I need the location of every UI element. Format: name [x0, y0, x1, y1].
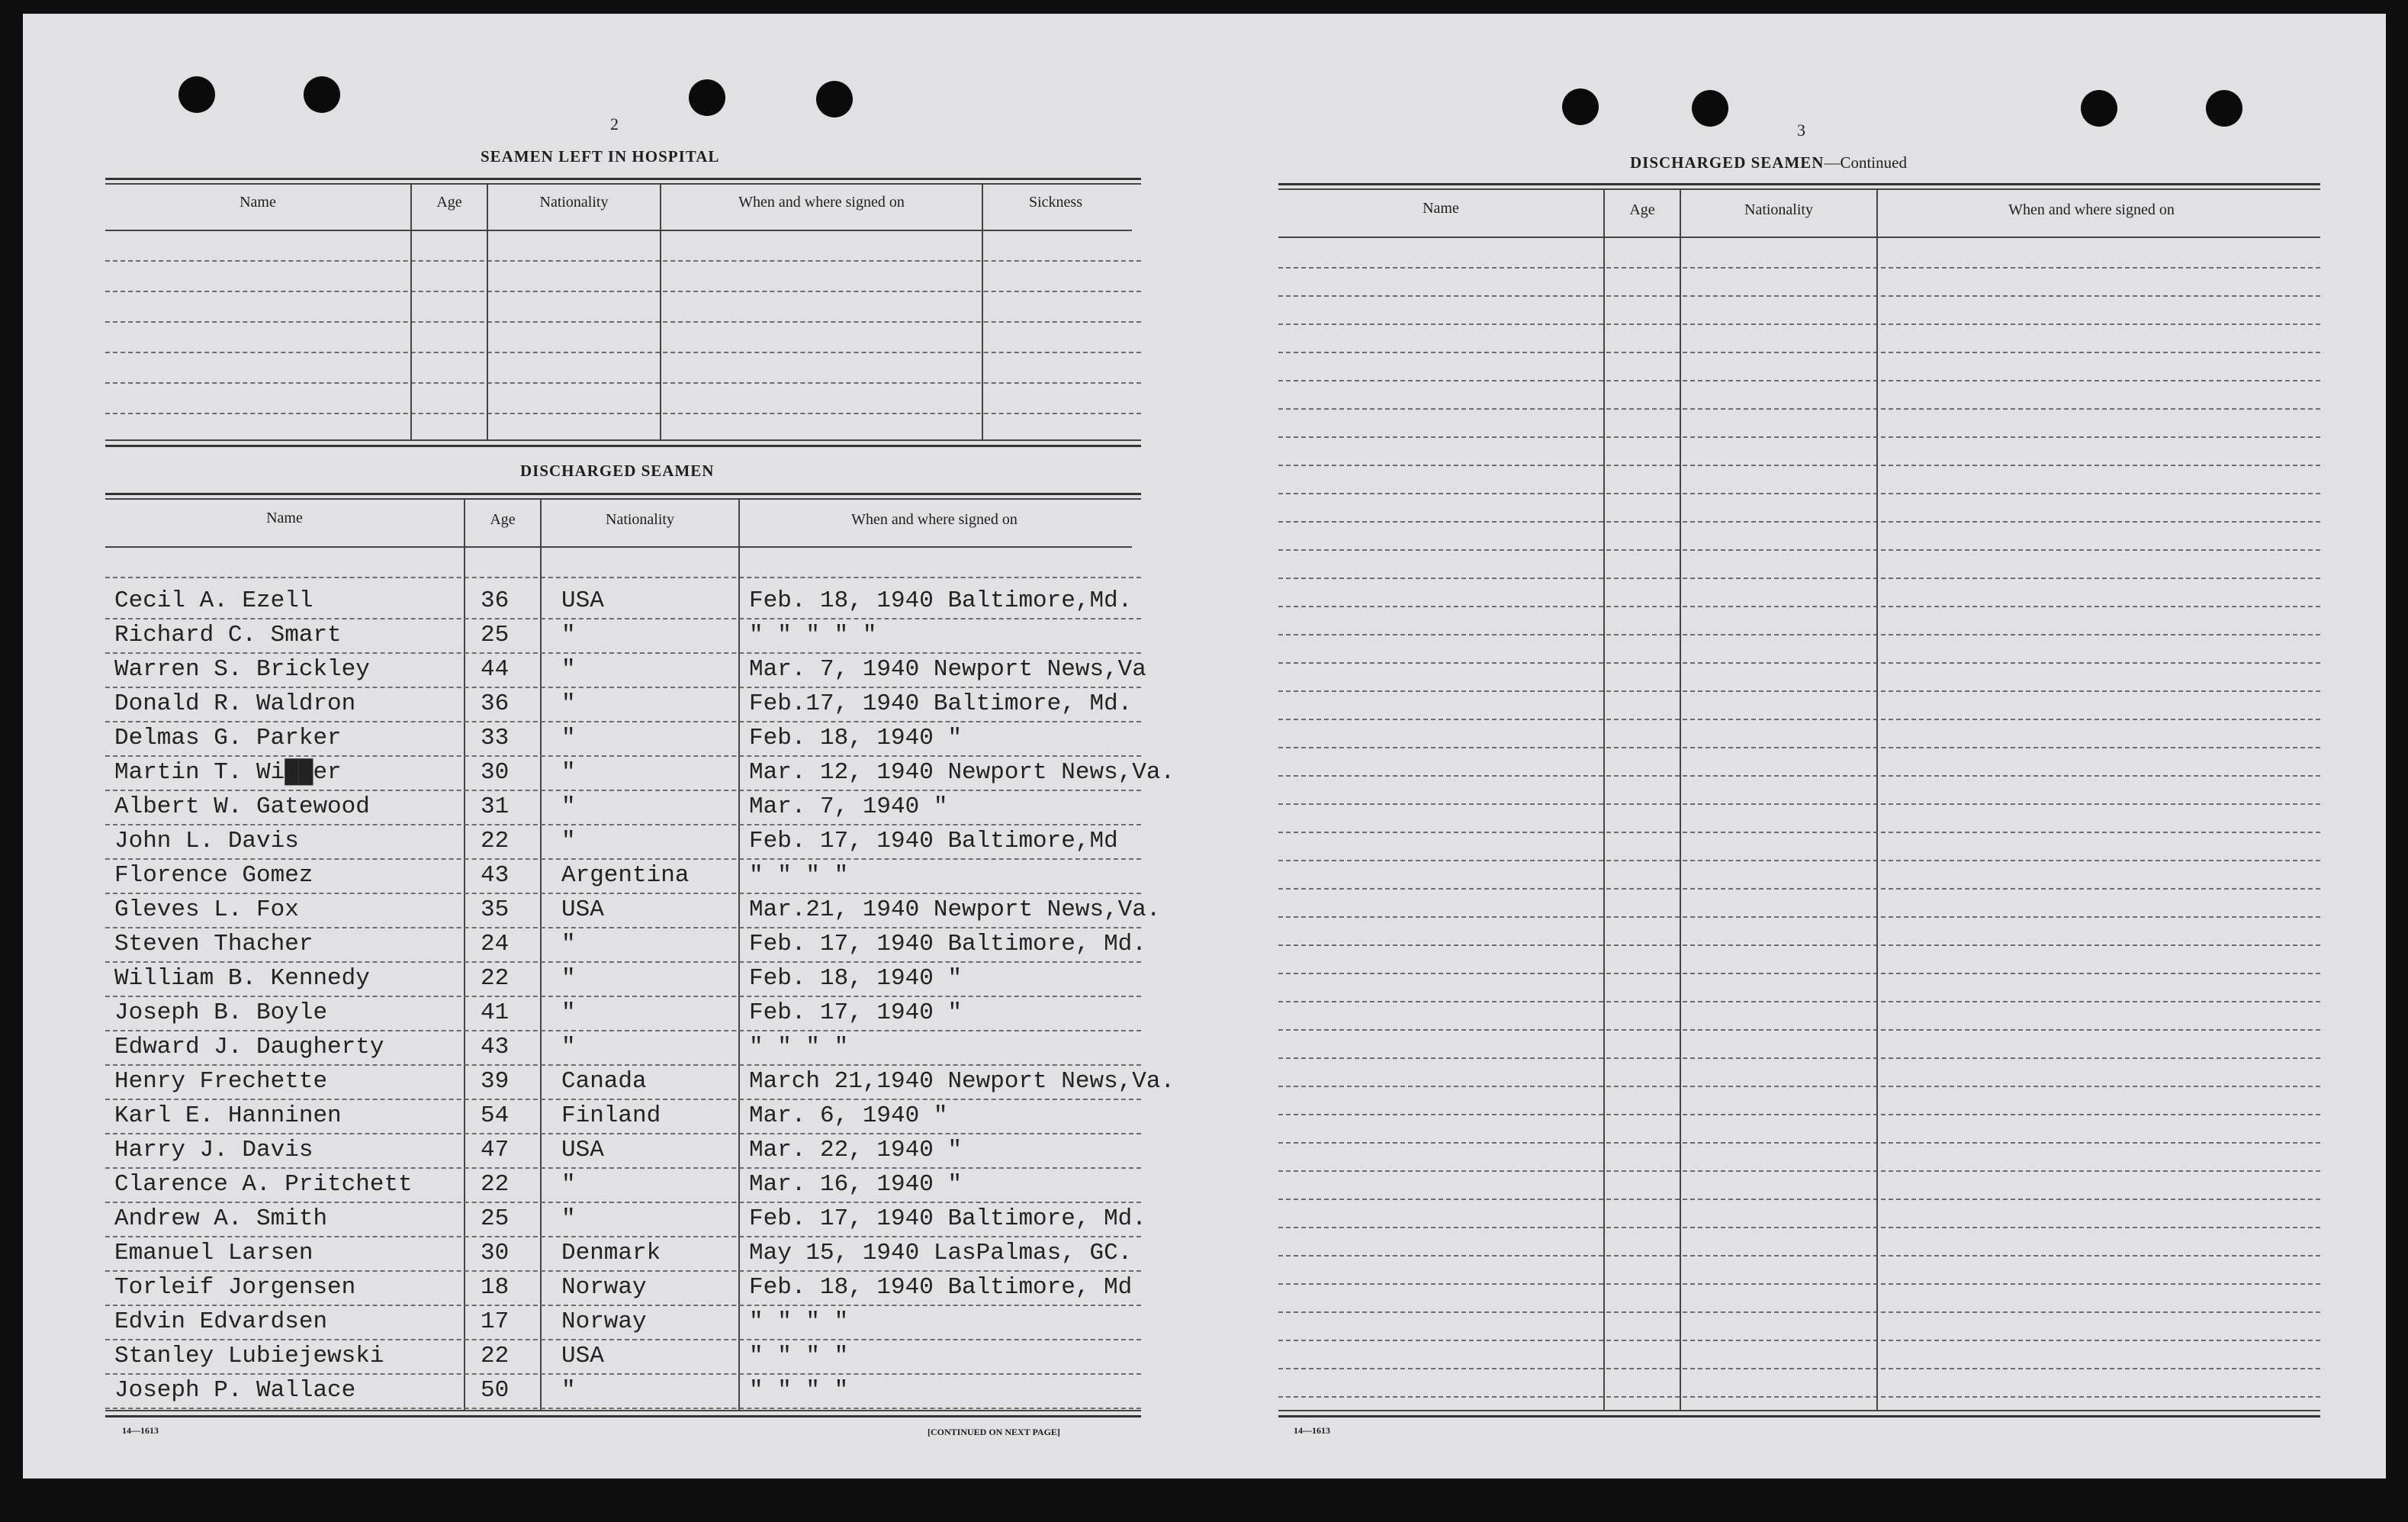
hospital-col-nationality: Nationality [539, 194, 609, 211]
cell-nationality: " [561, 793, 576, 820]
hospital-col-name: Name [240, 194, 276, 211]
cell-signed-on: " " " " [749, 1343, 849, 1369]
cell-age: 47 [481, 1137, 510, 1163]
cell-signed-on: Mar. 16, 1940 " [749, 1171, 963, 1198]
cell-name: Delmas G. Parker [114, 725, 342, 751]
cell-name: Karl E. Hanninen [114, 1102, 342, 1129]
row-rule [105, 1270, 1141, 1272]
cell-signed-on: " " " " [749, 862, 849, 889]
discharged-table-top-rule [105, 493, 1141, 495]
cell-signed-on: Feb. 17, 1940 Baltimore, Md. [749, 931, 1146, 957]
continued-note: [CONTINUED ON NEXT PAGE] [928, 1427, 1060, 1437]
cell-name: John L. Davis [114, 828, 299, 854]
cell-signed-on: Feb. 18, 1940 " [749, 725, 963, 751]
cell-age: 43 [481, 862, 510, 889]
punch-hole [304, 76, 340, 113]
cell-age: 17 [481, 1308, 510, 1335]
punch-hole [1692, 90, 1728, 127]
cell-name: Harry J. Davis [114, 1137, 313, 1163]
row-rule [105, 1373, 1141, 1375]
row-rule [1278, 1114, 2320, 1115]
cell-nationality: Norway [561, 1274, 647, 1301]
row-rule [1278, 1255, 2320, 1257]
form-number-left: 14—1613 [122, 1425, 159, 1436]
cell-signed-on: " " " " [749, 1034, 849, 1060]
cell-age: 50 [481, 1377, 510, 1404]
row-rule [1278, 1396, 2320, 1398]
row-rule [1278, 606, 2320, 607]
row-rule [105, 927, 1141, 928]
hospital-col-age: Age [436, 194, 462, 211]
row-rule [1278, 521, 2320, 523]
cell-age: 22 [481, 965, 510, 992]
cell-signed-on: Mar. 22, 1940 " [749, 1137, 963, 1163]
cell-signed-on: Feb. 18, 1940 Baltimore, Md [749, 1274, 1133, 1301]
row-rule [1278, 1086, 2320, 1087]
cell-signed-on: May 15, 1940 LasPalmas, GC. [749, 1240, 1133, 1266]
cell-nationality: USA [561, 896, 604, 923]
punch-hole [816, 81, 853, 117]
punch-hole [2081, 90, 2117, 127]
cell-age: 22 [481, 1343, 510, 1369]
row-rule [105, 996, 1141, 997]
cell-name: Emanuel Larsen [114, 1240, 313, 1266]
cell-age: 35 [481, 896, 510, 923]
cell-age: 25 [481, 1205, 510, 1232]
discharged-col-age: Age [490, 511, 516, 528]
cell-signed-on: " " " " [749, 1308, 849, 1335]
cell-signed-on: Feb. 17, 1940 Baltimore, Md. [749, 1205, 1146, 1232]
cell-nationality: Canada [561, 1068, 647, 1095]
row-rule [105, 1339, 1141, 1340]
row-rule [105, 1236, 1141, 1237]
cell-name: Edward J. Daugherty [114, 1034, 384, 1060]
cell-name: Richard C. Smart [114, 622, 342, 648]
cell-nationality: " [561, 999, 576, 1026]
cell-nationality: Norway [561, 1308, 647, 1335]
cell-name: Florence Gomez [114, 862, 313, 889]
cell-age: 44 [481, 656, 510, 683]
discharged-section-title: DISCHARGED SEAMEN [520, 462, 715, 480]
cell-name: Martin T. Wi██er [114, 759, 342, 786]
punch-hole [1562, 88, 1599, 125]
cell-signed-on: Mar. 12, 1940 Newport News,Va. [749, 759, 1175, 786]
page-number-right: 3 [1797, 121, 1805, 140]
cell-nationality: " [561, 1377, 576, 1404]
cell-age: 33 [481, 725, 510, 751]
row-rule [1278, 1029, 2320, 1031]
cell-age: 36 [481, 690, 510, 717]
discharged-col-nationality: Nationality [606, 511, 674, 528]
page-number-left: 2 [610, 114, 619, 134]
row-rule [1278, 634, 2320, 636]
cell-nationality: USA [561, 1343, 604, 1369]
cell-age: 54 [481, 1102, 510, 1129]
cell-nationality: " [561, 965, 576, 992]
cell-nationality: " [561, 725, 576, 751]
row-rule [105, 824, 1141, 825]
right-col-name: Name [1423, 200, 1459, 217]
row-rule [105, 858, 1141, 860]
cell-age: 25 [481, 622, 510, 648]
discharged-col-signed-on: When and where signed on [851, 511, 1018, 528]
row-rule [1278, 832, 2320, 833]
row-rule [105, 755, 1141, 757]
cell-age: 30 [481, 759, 510, 786]
cell-signed-on: Feb. 18, 1940 " [749, 965, 963, 992]
row-rule [1278, 380, 2320, 381]
punch-hole [2206, 90, 2242, 127]
cell-nationality: " [561, 690, 576, 717]
row-rule [105, 790, 1141, 791]
row-rule [1278, 1170, 2320, 1172]
cell-age: 43 [481, 1034, 510, 1060]
cell-name: Gleves L. Fox [114, 896, 299, 923]
cell-signed-on: Feb. 17, 1940 Baltimore,Md [749, 828, 1118, 854]
cell-name: Henry Frechette [114, 1068, 328, 1095]
cell-nationality: " [561, 759, 576, 786]
row-rule [105, 1064, 1141, 1066]
row-rule [1278, 465, 2320, 466]
row-rule [105, 1167, 1141, 1169]
cell-nationality: " [561, 622, 576, 648]
row-rule [1278, 719, 2320, 720]
hospital-section-title: SEAMEN LEFT IN HOSPITAL [481, 147, 720, 166]
row-rule [105, 1202, 1141, 1203]
cell-signed-on: Feb. 17, 1940 " [749, 999, 963, 1026]
row-rule [1278, 408, 2320, 410]
cell-age: 36 [481, 587, 510, 614]
row-rule [1278, 436, 2320, 438]
cell-signed-on: Mar.21, 1940 Newport News,Va. [749, 896, 1161, 923]
row-rule [1278, 1340, 2320, 1341]
row-rule [1278, 973, 2320, 974]
row-rule [1278, 1057, 2320, 1059]
row-rule [1278, 690, 2320, 692]
cell-signed-on: " " " " [749, 1377, 849, 1404]
row-rule [1278, 1001, 2320, 1002]
row-rule [1278, 747, 2320, 748]
cell-name: Joseph P. Wallace [114, 1377, 356, 1404]
cell-signed-on: Feb.17, 1940 Baltimore, Md. [749, 690, 1133, 717]
cell-name: Donald R. Waldron [114, 690, 356, 717]
cell-signed-on: Mar. 7, 1940 " [749, 793, 948, 820]
cell-name: Joseph B. Boyle [114, 999, 328, 1026]
hospital-col-signed-on: When and where signed on [738, 194, 905, 211]
row-rule [1278, 1142, 2320, 1144]
cell-nationality: " [561, 656, 576, 683]
cell-name: Steven Thacher [114, 931, 313, 957]
cell-nationality: Finland [561, 1102, 661, 1129]
cell-age: 18 [481, 1274, 510, 1301]
row-rule [1278, 662, 2320, 664]
right-table-top-rule [1278, 183, 2320, 185]
cell-signed-on: " " " " " [749, 622, 877, 648]
punch-hole [178, 76, 215, 113]
row-rule [1278, 493, 2320, 494]
cell-age: 24 [481, 931, 510, 957]
row-rule [1278, 267, 2320, 269]
cell-age: 39 [481, 1068, 510, 1095]
cell-age: 41 [481, 999, 510, 1026]
row-rule [105, 1030, 1141, 1031]
row-rule [105, 721, 1141, 722]
cell-name: Clarence A. Pritchett [114, 1171, 413, 1198]
row-rule [1278, 1311, 2320, 1313]
row-rule [105, 1305, 1141, 1306]
row-rule [1278, 352, 2320, 353]
cell-signed-on: Mar. 7, 1940 Newport News,Va [749, 656, 1146, 683]
row-rule [1278, 775, 2320, 777]
cell-signed-on: Feb. 18, 1940 Baltimore,Md. [749, 587, 1133, 614]
cell-nationality: " [561, 1205, 576, 1232]
right-col-signed-on: When and where signed on [2008, 201, 2175, 218]
row-rule [1278, 803, 2320, 805]
row-rule [105, 893, 1141, 894]
form-number-right: 14—1613 [1294, 1425, 1330, 1436]
cell-age: 31 [481, 793, 510, 820]
right-section-title: DISCHARGED SEAMEN—Continued [1630, 153, 1907, 172]
cell-name: William B. Kennedy [114, 965, 370, 992]
row-rule [105, 1408, 1141, 1409]
hospital-col-sickness: Sickness [1029, 194, 1082, 211]
cell-nationality: " [561, 1171, 576, 1198]
row-rule [105, 687, 1141, 688]
row-rule [105, 961, 1141, 963]
row-rule [105, 1099, 1141, 1100]
row-rule [105, 1133, 1141, 1134]
cell-age: 22 [481, 1171, 510, 1198]
row-rule [1278, 916, 2320, 918]
row-rule [1278, 578, 2320, 579]
cell-signed-on: Mar. 6, 1940 " [749, 1102, 948, 1129]
cell-name: Cecil A. Ezell [114, 587, 313, 614]
cell-signed-on: March 21,1940 Newport News,Va. [749, 1068, 1175, 1095]
cell-nationality: " [561, 931, 576, 957]
row-rule [1278, 860, 2320, 861]
cell-name: Albert W. Gatewood [114, 793, 370, 820]
row-rule [1278, 944, 2320, 946]
cell-name: Andrew A. Smith [114, 1205, 328, 1232]
cell-nationality: " [561, 1034, 576, 1060]
row-rule [105, 652, 1141, 654]
row-rule [1278, 888, 2320, 890]
row-rule [105, 618, 1141, 619]
cell-nationality: Argentina [561, 862, 690, 889]
row-rule [1278, 295, 2320, 297]
punch-hole [689, 79, 725, 116]
cell-nationality: " [561, 828, 576, 854]
row-rule [1278, 1283, 2320, 1285]
cell-nationality: Denmark [561, 1240, 661, 1266]
cell-name: Torleif Jorgensen [114, 1274, 356, 1301]
right-col-age: Age [1629, 201, 1655, 218]
cell-name: Stanley Lubiejewski [114, 1343, 384, 1369]
cell-name: Edvin Edvardsen [114, 1308, 328, 1335]
hospital-table-top-rule [105, 178, 1141, 180]
cell-nationality: USA [561, 1137, 604, 1163]
row-rule [1278, 1227, 2320, 1228]
cell-nationality: USA [561, 587, 604, 614]
cell-age: 30 [481, 1240, 510, 1266]
row-rule [1278, 1199, 2320, 1200]
discharged-col-name: Name [266, 510, 303, 526]
cell-name: Warren S. Brickley [114, 656, 370, 683]
document-sheet [23, 14, 2386, 1479]
row-rule [1278, 323, 2320, 325]
row-rule [1278, 549, 2320, 551]
row-rule [1278, 1368, 2320, 1369]
right-col-nationality: Nationality [1744, 201, 1813, 218]
cell-age: 22 [481, 828, 510, 854]
